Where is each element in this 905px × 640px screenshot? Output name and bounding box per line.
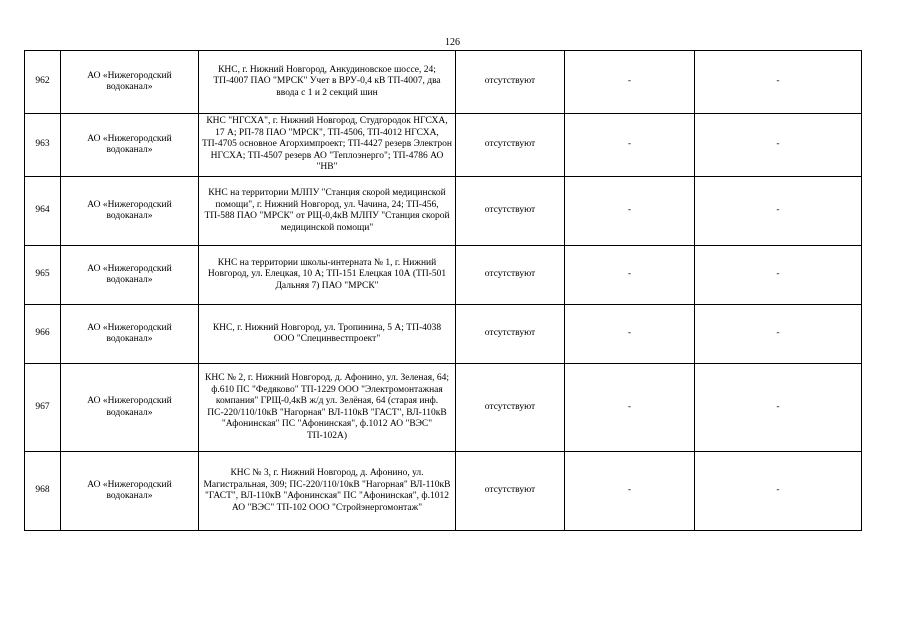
column-6-cell: - xyxy=(695,305,862,364)
object-description-cell: КНС "НГСХА", г. Нижний Новгород, Студгородок НГСХА, 17 А; РП-78 ПАО "МРСК", ТП-4506, ТП-4012 НГСХА, ТП-4705 основное Агорхимпроект; ТП-4427 резерв Электрон НГСХА; ТП-4507 резерв АО "Теплоэнерго"; ТП-4786 АО "НВ" xyxy=(199,114,456,177)
column-6-cell: - xyxy=(695,51,862,114)
column-5-cell: - xyxy=(565,452,695,531)
status-cell: отсутствуют xyxy=(456,305,565,364)
column-5-cell: - xyxy=(565,305,695,364)
column-5-cell: - xyxy=(565,246,695,305)
status-cell: отсутствуют xyxy=(456,246,565,305)
row-number-cell: 966 xyxy=(25,305,61,364)
object-description-cell: КНС на территории МЛПУ "Станция скорой медицинской помощи", г. Нижний Новгород, ул. Чачина, 24; ТП-456, ТП-588 ПАО "МРСК" от РЩ-0,4кВ МЛПУ "Станция скорой медицинской помощи" xyxy=(199,177,456,246)
organization-cell: АО «Нижегородский водоканал» xyxy=(61,177,199,246)
organization-cell: АО «Нижегородский водоканал» xyxy=(61,246,199,305)
column-5-cell: - xyxy=(565,364,695,452)
table-row xyxy=(25,364,862,452)
column-5-cell: - xyxy=(565,177,695,246)
table-row xyxy=(25,246,862,305)
object-description-cell: КНС, г. Нижний Новгород, ул. Тропинина, 5 А; ТП-4038 ООО "Специнвестпроект" xyxy=(199,305,456,364)
column-5-cell: - xyxy=(565,51,695,114)
object-description-cell: КНС, г. Нижний Новгород, Анкудиновское шоссе, 24; ТП-4007 ПАО "МРСК" Учет в ВРУ-0,4 кВ ТП-4007, два ввода с 1 и 2 секций шин xyxy=(199,51,456,114)
column-6-cell: - xyxy=(695,114,862,177)
table-row xyxy=(25,114,862,177)
object-description-cell: КНС на территории школы-интерната № 1, г. Нижний Новгород, ул. Елецкая, 10 А; ТП-151 Елецкая 10А (ТП-501 Дальняя 7) ПАО "МРСК" xyxy=(199,246,456,305)
status-cell: отсутствуют xyxy=(456,114,565,177)
organization-cell: АО «Нижегородский водоканал» xyxy=(61,305,199,364)
column-6-cell: - xyxy=(695,452,862,531)
table-row xyxy=(25,51,862,114)
table-row xyxy=(25,177,862,246)
row-number-cell: 963 xyxy=(25,114,61,177)
page-number: 126 xyxy=(445,37,460,48)
organization-cell: АО «Нижегородский водоканал» xyxy=(61,452,199,531)
status-cell: отсутствуют xyxy=(456,364,565,452)
status-cell: отсутствуют xyxy=(456,51,565,114)
organization-cell: АО «Нижегородский водоканал» xyxy=(61,51,199,114)
column-6-cell: - xyxy=(695,177,862,246)
object-description-cell: КНС № 2, г. Нижний Новгород, д. Афонино, ул. Зеленая, 64; ф.610 ПС "Федяково" ТП-1229 ООО "Электромонтажная компания" ГРЩ-0,4кВ ж/д ул. Зелёная, 64 (старая инф. ПС-220/110/10кВ "Нагорная" ВЛ-110кВ "ГАСТ", ВЛ-110кВ "Афонинская" ПС "Афонинская", ф.1012 АО "ВЭС" ТП-102А) xyxy=(199,364,456,452)
organization-cell: АО «Нижегородский водоканал» xyxy=(61,364,199,452)
table-row xyxy=(25,305,862,364)
column-6-cell: - xyxy=(695,364,862,452)
table-row xyxy=(25,452,862,531)
row-number-cell: 968 xyxy=(25,452,61,531)
status-cell: отсутствуют xyxy=(456,452,565,531)
row-number-cell: 962 xyxy=(25,51,61,114)
data-table xyxy=(24,50,862,531)
row-number-cell: 965 xyxy=(25,246,61,305)
status-cell: отсутствуют xyxy=(456,177,565,246)
row-number-cell: 967 xyxy=(25,364,61,452)
row-number-cell: 964 xyxy=(25,177,61,246)
object-description-cell: КНС № 3, г. Нижний Новгород, д. Афонино, ул. Магистральная, 309; ПС-220/110/10кВ "Нагорная" ВЛ-110кВ "ГАСТ", ВЛ-110кВ "Афонинская" ПС "Афонинская", ф.1012 АО "ВЭС" ТП-102 ООО "Стройэнергомонтаж" xyxy=(199,452,456,531)
column-5-cell: - xyxy=(565,114,695,177)
column-6-cell: - xyxy=(695,246,862,305)
organization-cell: АО «Нижегородский водоканал» xyxy=(61,114,199,177)
